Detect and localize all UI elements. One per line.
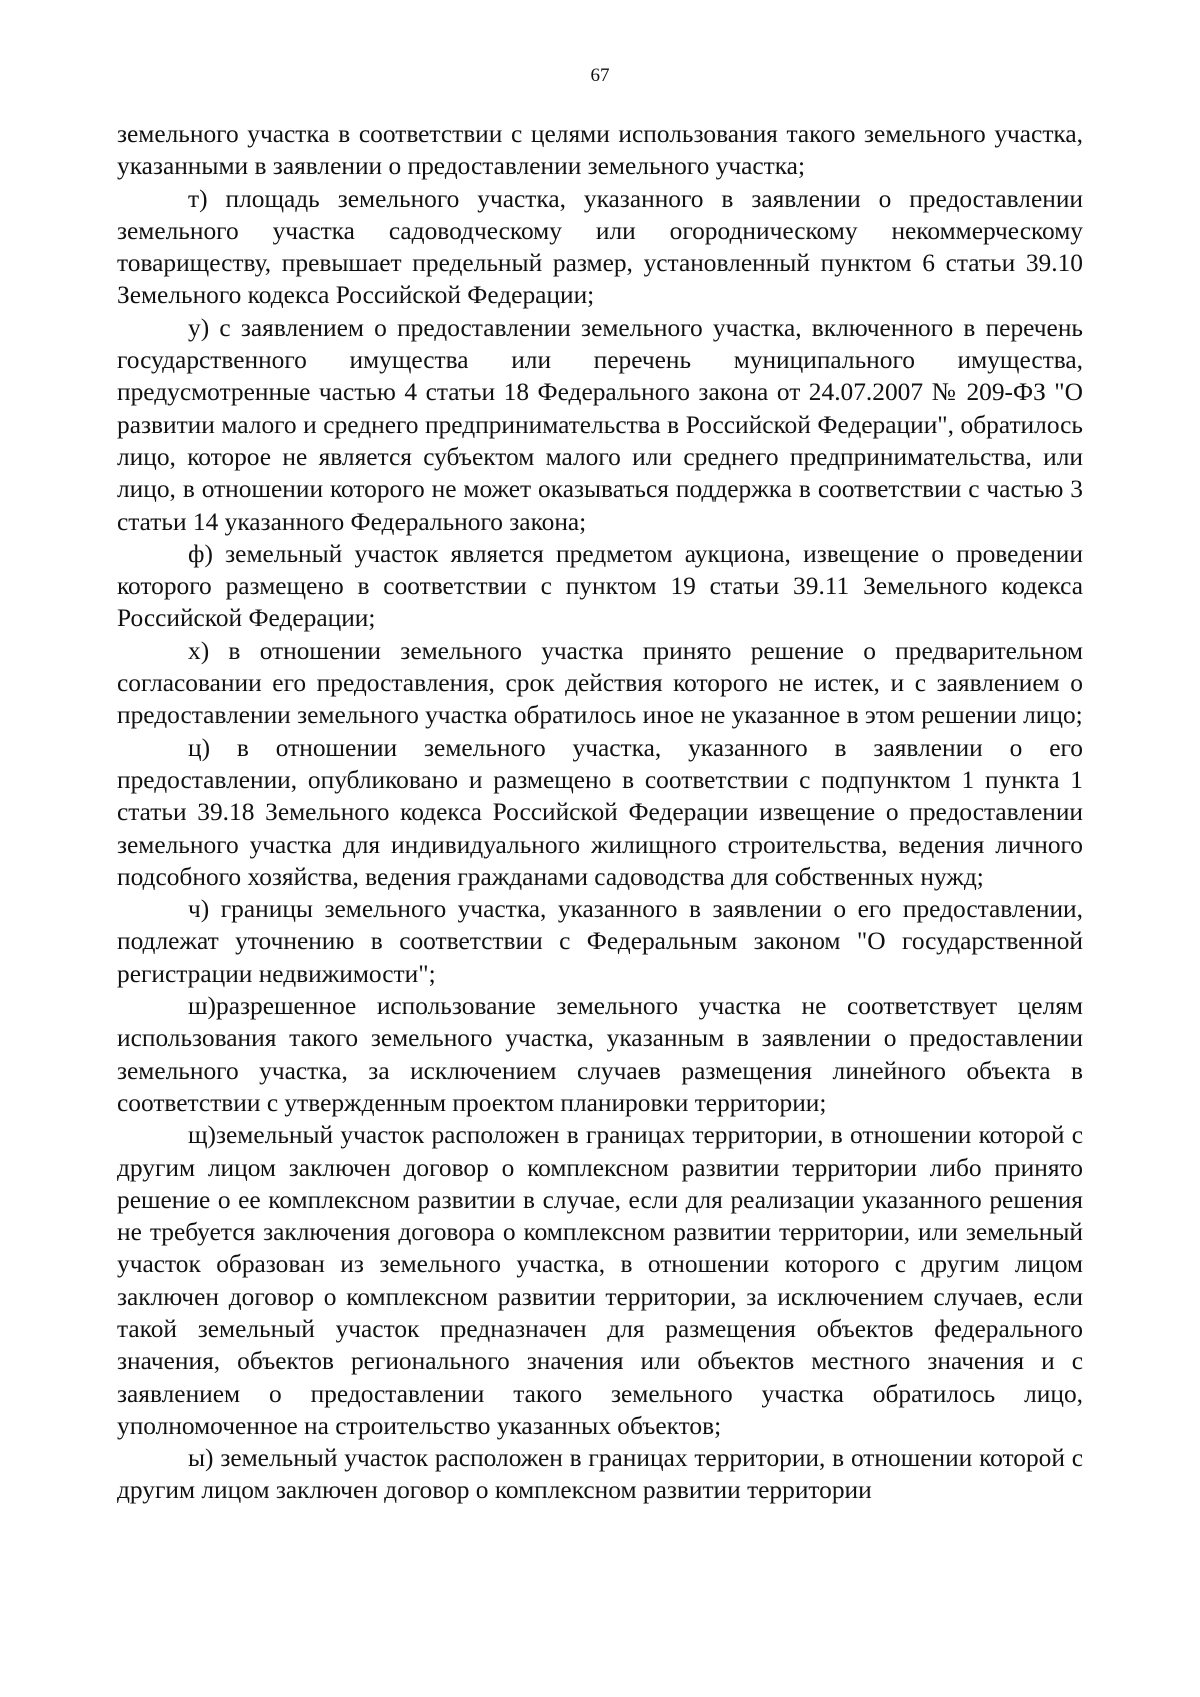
paragraph-item-u: у) с заявлением о предоставлении земельного участка, включенного в перечень государственного имущества или перечень муниципального имущества, предусмотренные частью 4 статьи 18 Федерального закона от 24.07.2007 № 209-ФЗ "О развитии малого и среднего предпринимательства в Российской Федерации", обратилось лицо, которое не является субъектом малого или среднего предпринимательства, или лицо, в отношении которого не может оказываться поддержка в соответствии с частью 3 статьи 14 указанного Федерального закона; — [117, 313, 1083, 536]
paragraph-item-f: ф) земельный участок является предметом аукциона, извещение о проведении которого размещено в соответствии с пунктом 19 статьи 39.11 Земельного кодекса Российской Федерации; — [117, 539, 1083, 633]
page-number: 67 — [590, 65, 610, 86]
paragraph-item-ts: ц) в отношении земельного участка, указанного в заявлении о его предоставлении, опубликовано и размещено в соответствии с подпунктом 1 пункта 1 статьи 39.18 Земельного кодекса Российской Федерации извещение о предоставлении земельного участка для индивидуального жилищного строительства, ведения личного подсобного хозяйства, ведения гражданами садоводства для собственных нужд; — [117, 733, 1083, 891]
paragraph-item-t: т) площадь земельного участка, указанного в заявлении о предоставлении земельного участка садоводческому или огородническому некоммерческому товариществу, превышает предельный размер, установленный пунктом 6 статьи 39.10 Земельного кодекса Российской Федерации; — [117, 184, 1083, 310]
paragraph-item-ch: ч) границы земельного участка, указанного в заявлении о его предоставлении, подлежат уточнению в соответствии с Федеральным законом "О государственной регистрации недвижимости"; — [117, 895, 1083, 988]
paragraph-continuation: земельного участка в соответствии с целями использования такого земельного участка, указанными в заявлении о предоставлении земельного участка; — [117, 120, 1083, 181]
paragraph-item-shch: щ)земельный участок расположен в границах территории, в отношении которой с другим лицом заключен договор о комплексном развитии территории либо принято решение о ее комплексном развитии в случае, если для реализации указанного решения не требуется заключения договора о комплексном развитии территории, или земельный участок образован из земельного участка, в отношении которого с другим лицом заключен договор о комплексном развитии территории, за исключением случаев, если такой земельный участок предназначен для размещения объектов федерального значения, объектов регионального значения или объектов местного значения и с заявлением о предоставлении такого земельного участка обратилось лицо, уполномоченное на строительство указанных объектов; — [117, 1121, 1083, 1440]
document-body — [117, 118, 1083, 1507]
paragraph-item-sh: ш)разрешенное использование земельного участка не соответствует целям использования такого земельного участка, указанным в заявлении о предоставлении земельного участка, за исключением случаев размещения линейного объекта в соответствии с утвержденным проектом планировки территории; — [117, 992, 1083, 1117]
paragraph-item-h: х) в отношении земельного участка принято решение о предварительном согласовании его предоставления, срок действия которого не истек, и с заявлением о предоставлении земельного участка обратилось иное не указанное в этом решении лицо; — [117, 636, 1083, 730]
paragraph-item-y: ы) земельный участок расположен в границах территории, в отношении которой с другим лицом заключен договор о комплексном развитии территории — [117, 1444, 1083, 1505]
